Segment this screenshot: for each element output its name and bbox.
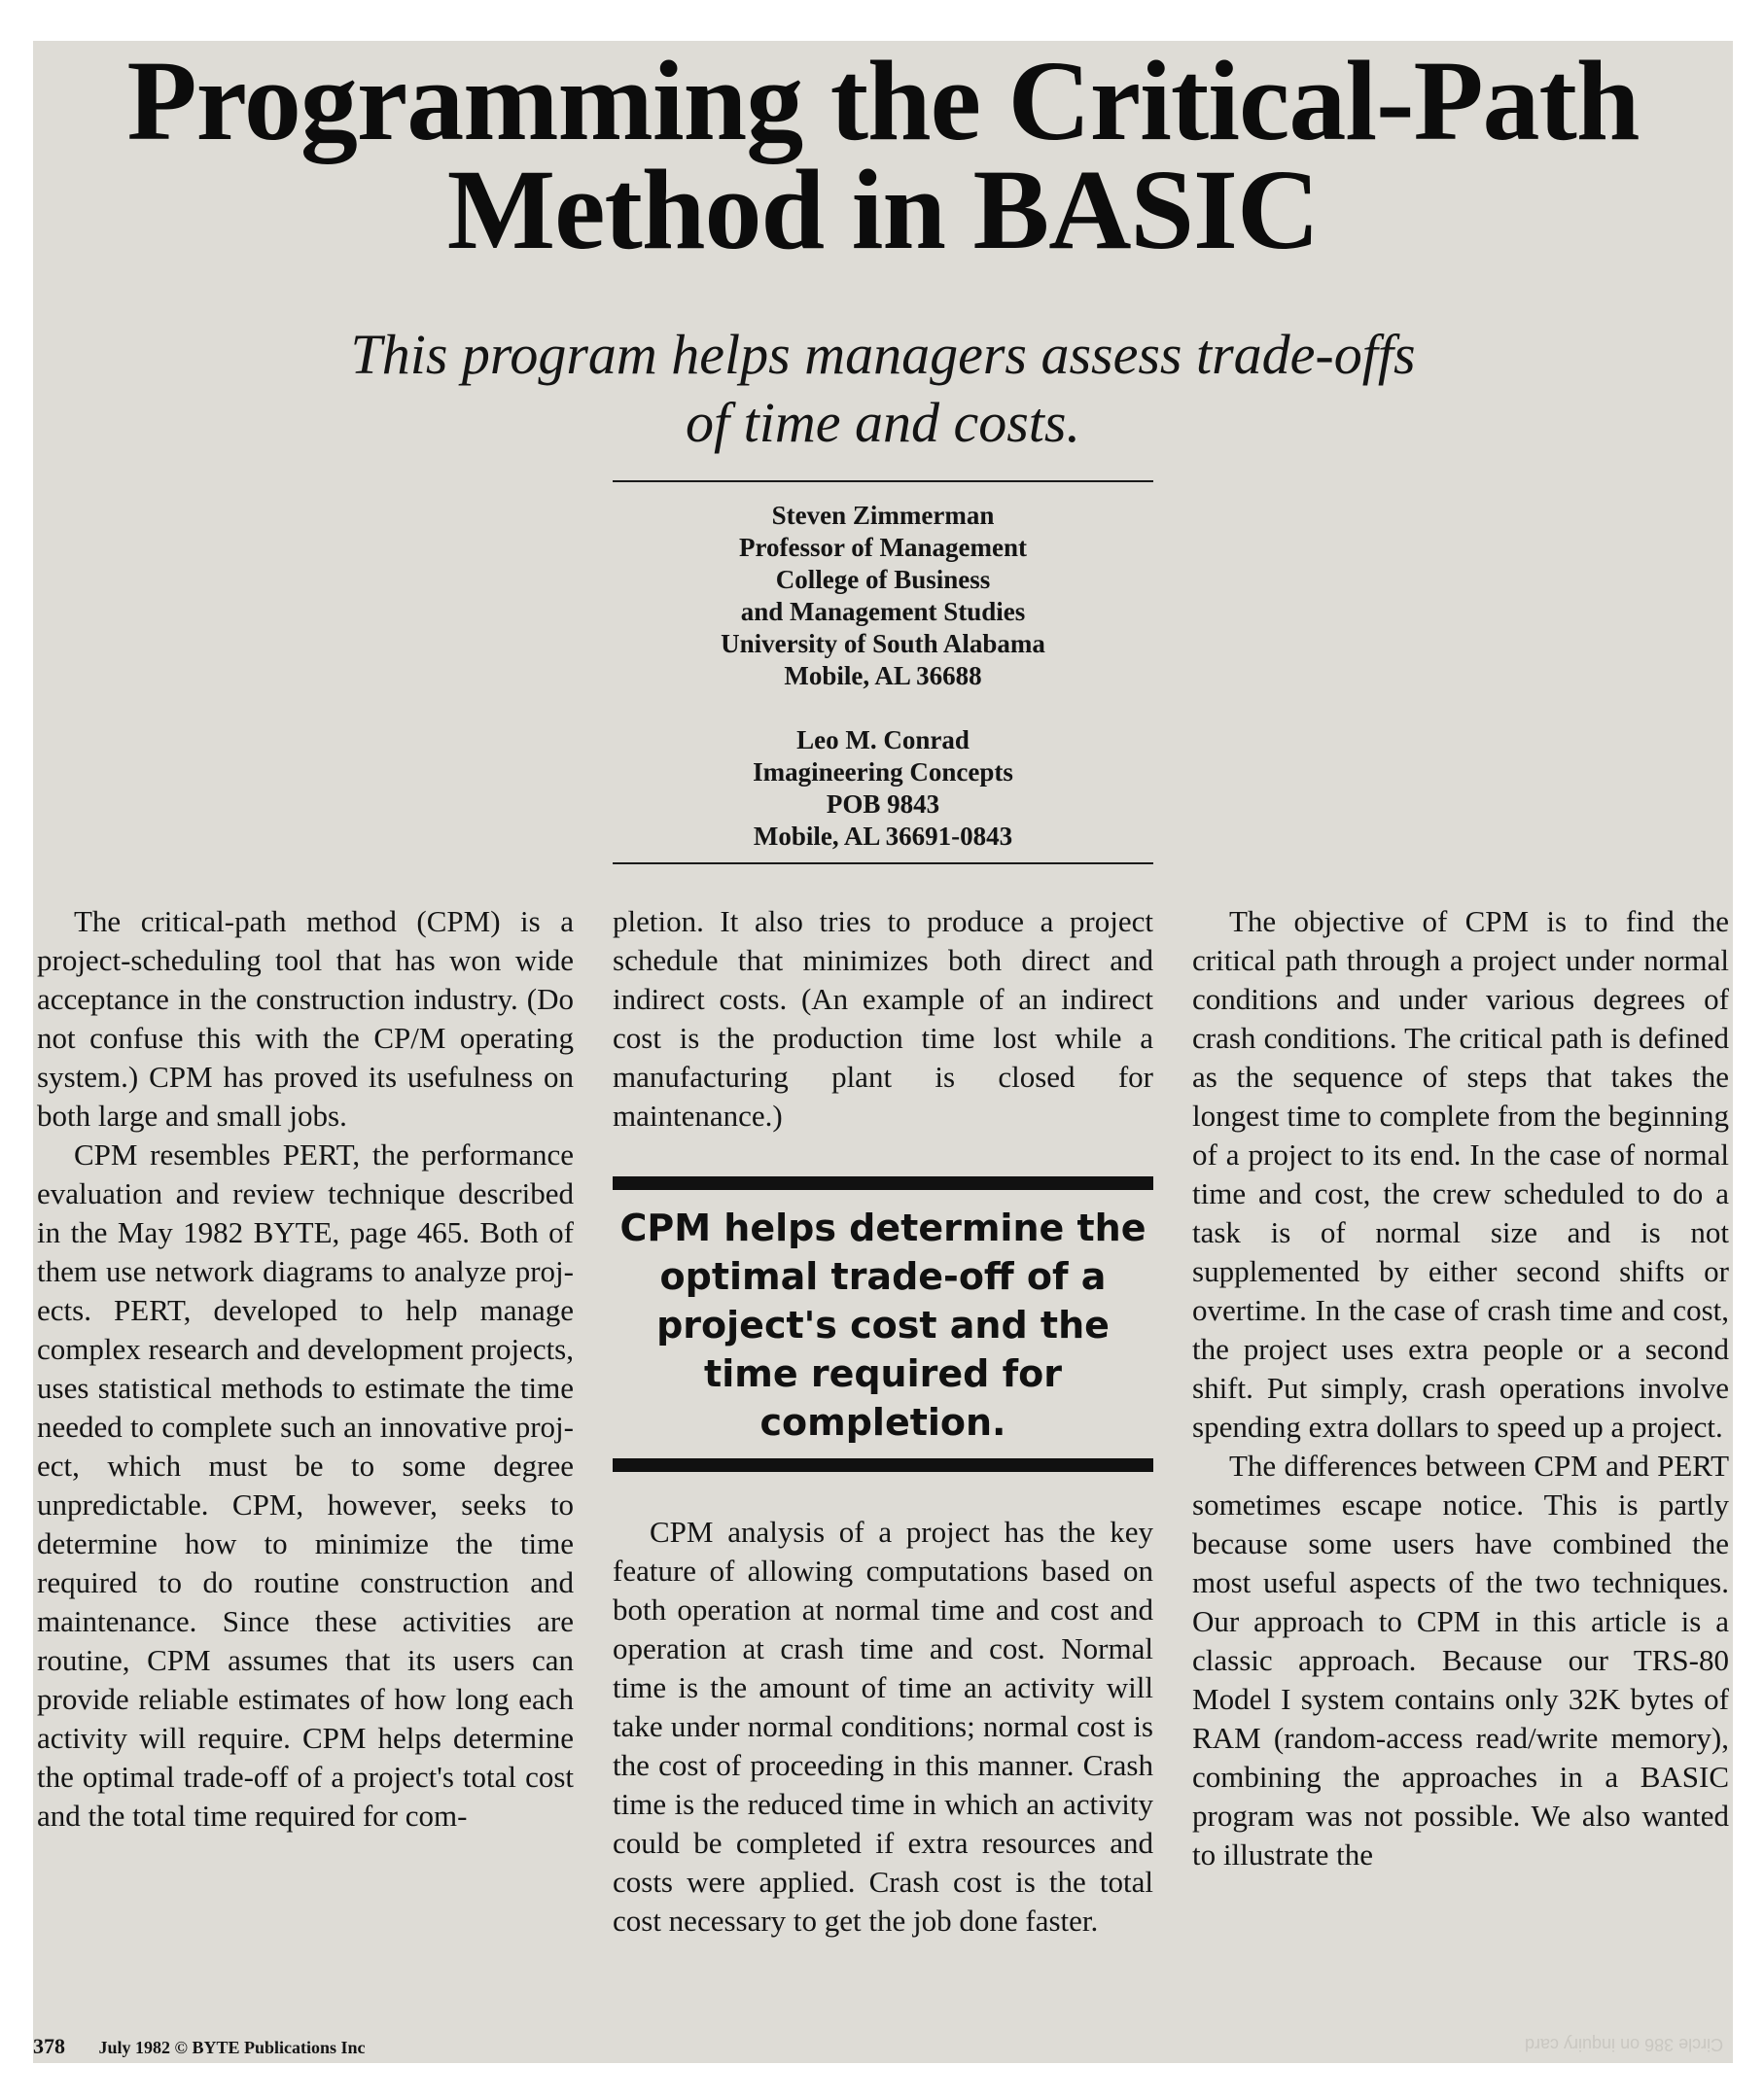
author-line: Mobile, AL 36691-0843: [753, 822, 1013, 851]
article-title: [33, 37, 1733, 273]
author-line: Mobile, AL 36688: [784, 661, 982, 690]
author-line: Imagineering Concepts: [753, 757, 1013, 787]
paragraph: pletion. It also tries to produce a project schedule that minimizes both direct and indirect costs. (An example of an indirect cost is the production time lost while a manufacturing plant is closed for maintenance.): [613, 904, 1153, 1133]
author-block: [613, 500, 1153, 885]
author-conrad: [613, 724, 1153, 853]
body-column-3: [1192, 902, 1729, 1874]
footer-credit: July 1982 © BYTE Publications Inc: [98, 2038, 366, 2057]
paragraph: CPM resembles PERT, the performance evaluation and review technique described in the May 1982 BYTE, page 465. Both of them use network diagrams to analyze projects. PERT, developed to help manage complex research and development projects, uses statistical methods to estimate the time needed to complete such an innovative project, which must be to some degree unpredictable. CPM, however, seeks to determine how to minimize the time required to do routine construction and maintenance. Since these activities are routine, CPM assumes that its users can provide reliable estimates of how long each activity will require. CPM helps determine the optimal trade-off of a project's total cost and the total time required for com-: [37, 1138, 574, 1833]
paragraph: The differences between CPM and PERT sometimes escape notice. This is partly because some users have combined the most useful aspects of the two techniques. Our approach to CPM in this article is a classic approach. Because our TRS-80 Model I system contains only 32K bytes of RAM (random-access read/write memory), combining the approaches in a BASIC program was not possible. We also wanted to illustrate the: [1192, 1449, 1729, 1872]
title-line-1: Programming the Critical-Path: [126, 37, 1640, 164]
author-line: Professor of Management: [739, 533, 1027, 562]
author-top-rule: [613, 480, 1153, 482]
author-zimmerman: [613, 500, 1153, 692]
author-line: Leo M. Conrad: [796, 725, 970, 754]
author-line: University of South Alabama: [721, 629, 1045, 658]
page-number: 378: [33, 2034, 65, 2058]
page-footer: [33, 2034, 366, 2059]
subtitle-line-1: This program helps managers assess trade-offs: [350, 323, 1416, 386]
body-column-1: [37, 902, 574, 1836]
body-column-2: [613, 902, 1153, 1941]
subtitle-line-2: of time and costs.: [686, 391, 1080, 454]
paragraph: CPM analysis of a project has the key feature of allowing computations based on both operation at normal time and cost and operation at crash time and cost. Normal time is the amount of time an activity will take under normal conditions; normal cost is the cost of proceeding in this manner. Crash time is the reduced time in which an activity could be completed if extra resources and costs were applied. Crash cost is the total cost necessary to get the job done faster.: [613, 1515, 1153, 1938]
author-line: POB 9843: [826, 789, 940, 819]
pull-quote: CPM helps determine the optimal trade-off of a project's cost and the time required for completion.: [613, 1176, 1153, 1472]
article-subtitle: [33, 321, 1733, 457]
author-line: Steven Zimmerman: [771, 501, 995, 530]
paragraph: The critical-path method (CPM) is a project-scheduling tool that has won wide acceptance in the construction industry. (Do not confuse this with the CP/M operating system.) CPM has proved its usefulness on both large and small jobs.: [37, 904, 574, 1133]
author-bottom-rule: [613, 862, 1153, 864]
author-line: College of Business: [775, 565, 991, 594]
magazine-page: [33, 37, 1733, 2063]
title-line-2: Method in BASIC: [446, 146, 1320, 273]
author-line: and Management Studies: [740, 597, 1026, 626]
bleed-through-text: Circle 386 on inquiry card: [1524, 2035, 1723, 2054]
paragraph: The objective of CPM is to find the critical path through a project under normal conditions and under various degrees of crash conditions. The critical path is defined as the sequence of steps that takes the longest time to complete from the beginning of a project to its end. In the case of normal time and cost, the crew scheduled to do a task is of normal size and is not supplemented by either second shifts or overtime. In the case of crash time and cost, the project uses extra people or a second shift. Put simply, crash operations involve spending extra dollars to speed up a project.: [1192, 904, 1729, 1444]
